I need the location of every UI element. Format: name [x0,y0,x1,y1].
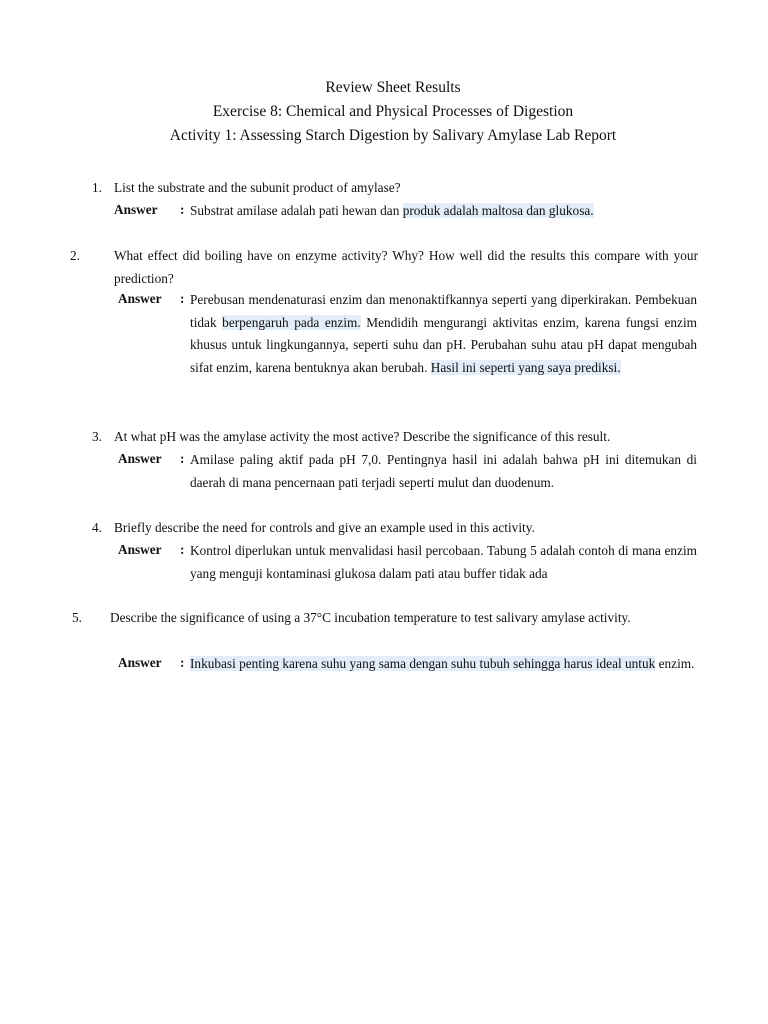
answer-colon: : [180,202,185,217]
question-text: List the substrate and the subunit product of amylase? [114,180,401,195]
highlight: Hasil ini seperti yang saya prediksi. [430,360,621,376]
answer-label: Answer [118,451,162,466]
answer-label: Answer [118,291,162,306]
answer-colon: : [180,451,185,466]
question-number: 1. [92,180,102,195]
answer-colon: : [180,655,185,670]
answer-label: Answer [114,202,158,217]
answer-text: Kontrol diperlukan untuk menvalidasi hasil percobaan. Tabung 5 adalah contoh di mana enzim yang menguji kontaminasi glukosa dalam pati atau buffer tidak ada [190,543,697,581]
answer-colon: : [180,291,185,306]
highlight: produk adalah maltosa dan glukosa. [402,203,594,218]
question-text: At what pH was the amylase activity the most active? Describe the significance of this result. [114,429,611,444]
answer-label: Answer [118,542,162,557]
header-activity: Activity 1: Assessing Starch Digestion by Salivary Amylase Lab Report [169,127,617,144]
question-number: 5. [72,610,82,625]
header-title: Review Sheet Results [325,79,461,96]
answer-text: Perebusan mendenaturasi enzim dan menonaktifkannya seperti yang diperkirakan. Pembekuan tidak berpengaruh pada enzim. Mendidih mengurangi aktivitas enzim, karena fungsi enzim khusus untuk lingkungannya, seperti suhu dan pH. Perubahan suhu atau pH dapat mengubah sifat enzim, karena bentuknya akan berubah. Hasil ini seperti yang saya prediksi. [190,292,698,376]
highlight: berpengaruh pada enzim. [222,314,361,330]
question-number: 4. [92,520,102,535]
question-number: 3. [92,429,102,444]
header-exercise: Exercise 8: Chemical and Physical Processes of Digestion [212,103,574,120]
question-text: What effect did boiling have on enzyme activity? Why? How well did the results this compare with your prediction? [114,248,698,286]
answer-label: Answer [118,655,162,670]
answer-colon: : [180,542,185,557]
highlight: Inkubasi penting karena suhu yang sama dengan suhu tubuh sehingga harus ideal untuk [190,656,656,671]
question-text: Describe the significance of using a 37°C incubation temperature to test salivary amylase activity. [110,610,631,625]
answer-text: Substrat amilase adalah pati hewan dan produk adalah maltosa dan glukosa. [190,203,594,218]
question-text: Briefly describe the need for controls and give an example used in this activity. [114,520,535,535]
question-number: 2. [70,248,80,263]
answer-text: Amilase paling aktif pada pH 7,0. Pentingnya hasil ini adalah bahwa pH ini ditemukan di daerah di mana pencernaan pati terjadi seperti mulut dan duodenum. [190,452,697,490]
answer-text: Inkubasi penting karena suhu yang sama dengan suhu tubuh sehingga harus ideal untuk enzim. [190,656,695,671]
document-header [0,76,768,148]
